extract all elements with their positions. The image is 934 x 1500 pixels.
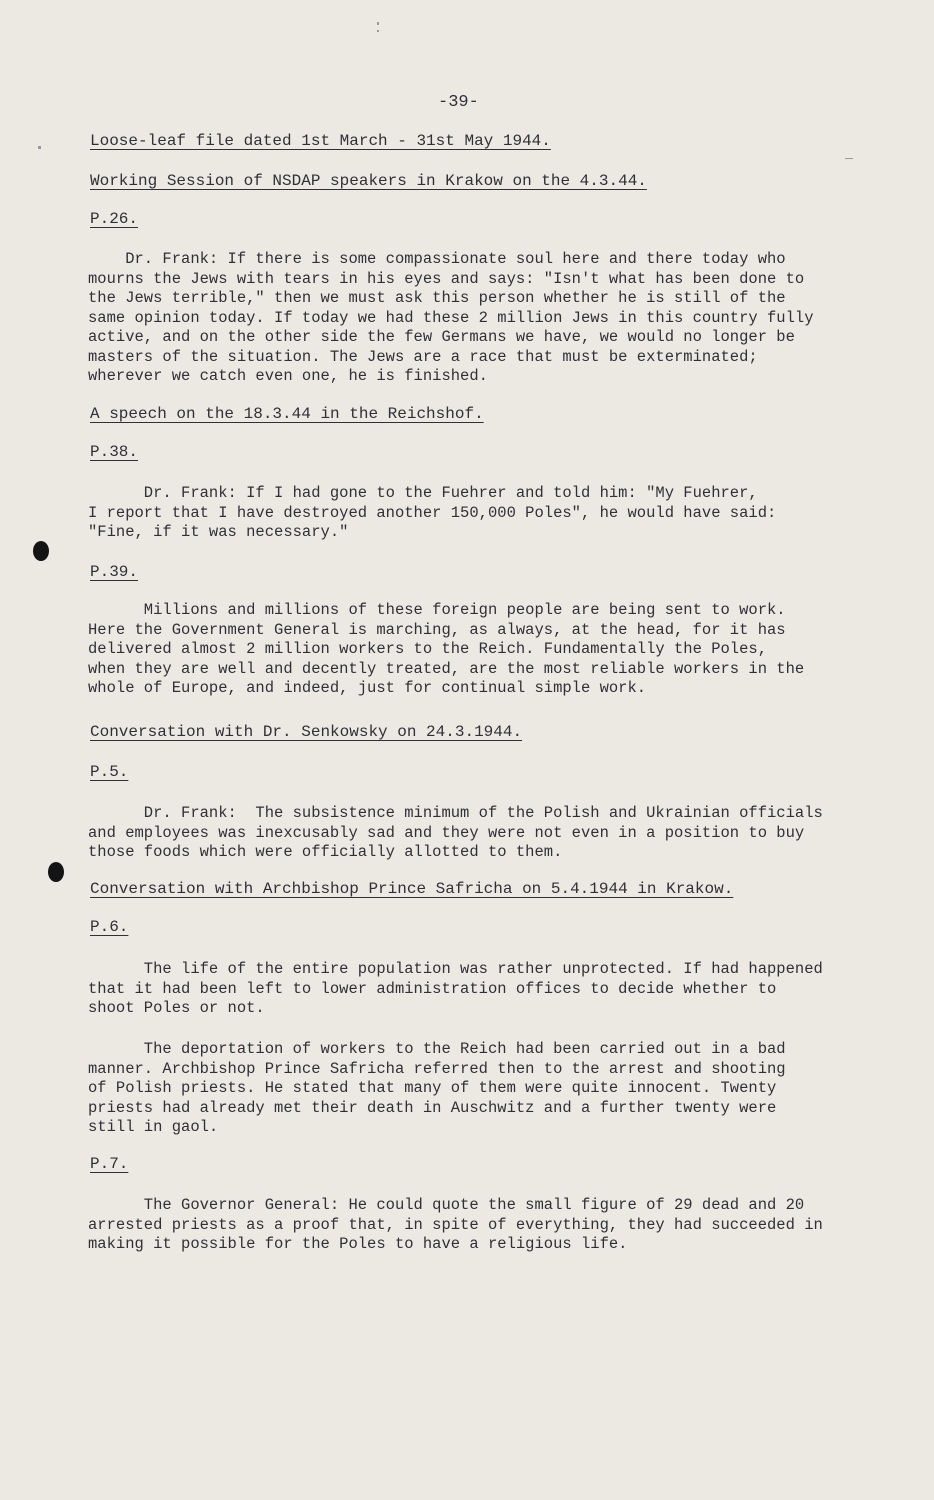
page-reference: P.39.: [90, 563, 139, 581]
page-reference: P.38.: [90, 443, 139, 461]
paragraph: Dr. Frank: The subsistence minimum of the Polish and Ukrainian officials and employees was inexcusably sad and they were not even in a position to buy those foods which were officially allotted to them.: [88, 804, 823, 861]
paragraph: The Governor General: He could quote the small figure of 29 dead and 20 arrested priests as a proof that, in spite of everything, they had succeeded in making it possible for the Poles to have a religious life.: [88, 1196, 823, 1253]
stray-mark: [845, 158, 853, 159]
stray-mark: [377, 30, 379, 32]
section-heading: A speech on the 18.3.44 in the Reichshof.: [90, 405, 484, 423]
stray-mark: [377, 22, 379, 25]
page-reference: P.7.: [90, 1155, 129, 1173]
section-heading: Conversation with Dr. Senkowsky on 24.3.1944.: [90, 723, 523, 741]
paragraph: The life of the entire population was rather unprotected. If had happened that it had been left to lower administration offices to decide whether to shoot Poles or not.: [88, 960, 823, 1017]
section-heading: Working Session of NSDAP speakers in Krakow on the 4.3.44.: [90, 172, 647, 190]
paragraph: Dr. Frank: If there is some compassionate soul here and there today who mourns the Jews with tears in his eyes and says: "Isn't what has been done to the Jews terrible," then we must ask this person whether he is still of the same opinion today. If today we had these 2 million Jews in this country fully active, and on the other side the few Germans we have, we would no longer be masters of the situation. The Jews are a race that must be exterminated; wherever we catch even one, he is finished.: [88, 250, 814, 385]
paragraph: Dr. Frank: If I had gone to the Fuehrer and told him: "My Fuehrer, I report that I have destroyed another 150,000 Poles", he would have said: "Fine, if it was necessary.": [88, 484, 777, 541]
page-reference: P.5.: [90, 763, 129, 781]
punch-hole: [48, 862, 64, 882]
stray-mark: [38, 146, 41, 149]
page-number: -39-: [438, 93, 479, 112]
document-title: Loose-leaf file dated 1st March - 31st May 1944.: [90, 132, 551, 150]
page-reference: P.26.: [90, 210, 139, 228]
paragraph: The deportation of workers to the Reich had been carried out in a bad manner. Archbishop Prince Safricha referred then to the arrest and shooting of Polish priests. He stated that many of them were quite innocent. Twenty priests had already met their death in Auschwitz and a further twenty were still in gaol.: [88, 1040, 786, 1136]
paragraph: Millions and millions of these foreign people are being sent to work. Here the Government General is marching, as always, at the head, for it has delivered almost 2 million workers to the Reich. Fundamentally the Poles, when they are well and decently treated, are the most reliable workers in the whole of Europe, and indeed, just for continual simple work.: [88, 601, 805, 697]
section-heading: Conversation with Archbishop Prince Safricha on 5.4.1944 in Krakow.: [90, 880, 734, 898]
page-reference: P.6.: [90, 918, 129, 936]
punch-hole: [33, 541, 49, 561]
